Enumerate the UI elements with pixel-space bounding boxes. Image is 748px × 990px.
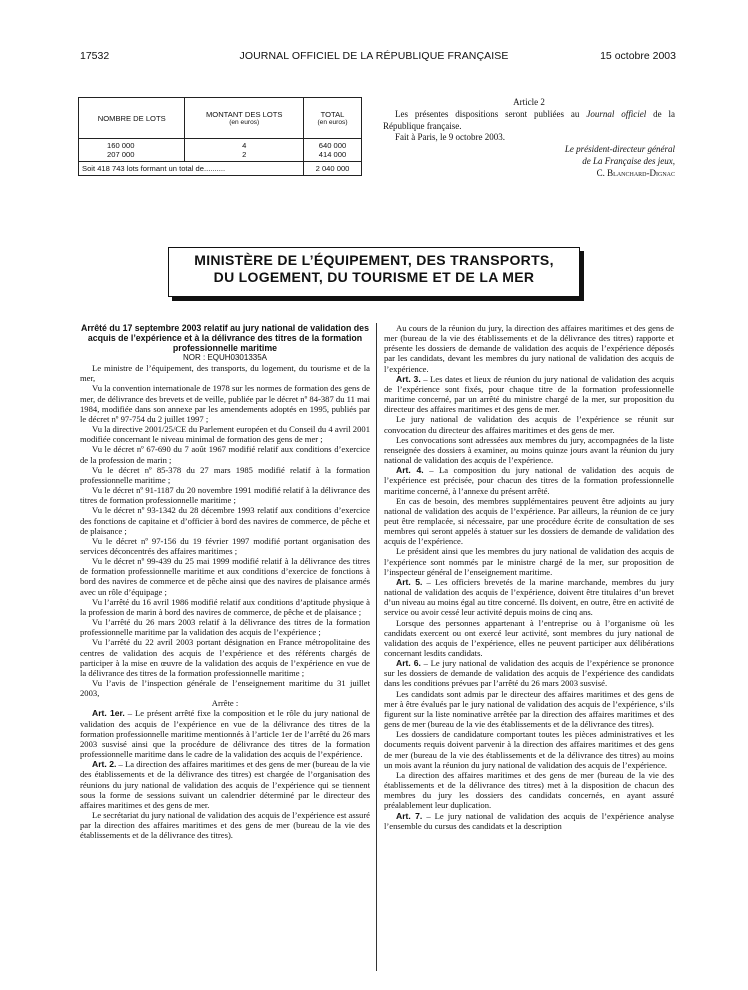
paragraph: Vu l’arrêté du 22 avril 2003 portant désignation en France métropolitaine des centres de validation des acquis de l’expérience et des référents chargés de participer à la mise en œuvre de la validation des acquis de l’expérience en vue de la délivrance des titres de la formation professionnelle maritime ;	[80, 637, 370, 678]
article-label: Art. 7.	[396, 810, 423, 821]
paragraph: La direction des affaires maritimes et des gens de mer (bureau de la vie des établissements et de la délivrance des titres) met à la disposition de chacun des membres du jury les dossiers des candidats concernés, en ayant assuré préalablement leur duplication.	[384, 769, 674, 811]
article-paragraph	[384, 658, 674, 688]
article-label: Art. 2.	[92, 759, 117, 770]
table-total-row	[79, 162, 362, 176]
article-label: Art. 5.	[396, 576, 423, 587]
left-articles	[80, 708, 370, 810]
right-articles	[384, 323, 674, 831]
paragraph: Vu le décret nº 85-378 du 27 mars 1985 modifié relatif à la formation professionnelle maritime ;	[80, 464, 370, 485]
article-2-heading: Article 2	[513, 97, 545, 107]
article-2	[383, 97, 675, 180]
paragraph: Le président ainsi que les membres du jury national de validation des acquis de l’expérience sont nommés par le ministre chargé de la mer, sur proposition de l’inspecteur général de l’enseignement maritime.	[384, 546, 674, 577]
paragraph: Vu la convention internationale de 1978 sur les normes de formation des gens de mer, de délivrance des brevets et de veille, publiée par le décret nº 84-387 du 11 mai 1984, modifiée dans son annexe par les amendements adoptés en 1995, publiés par le décret nº 97-754 du 2 juillet 1997 ;	[80, 383, 370, 424]
article-label: Art. 6.	[396, 658, 421, 669]
article-paragraph	[80, 708, 370, 759]
decree-title: Arrêté du 17 septembre 2003 relatif au jury national de validation des acquis de l’expérience et à la délivrance des titres de la formation professionnelle maritime	[81, 323, 369, 353]
lots-table	[78, 97, 362, 176]
article-text: – Le jury national de validation des acquis de l’expérience analyse l’ensemble du cursus des candidats et la description	[384, 810, 674, 831]
paragraph: Les convocations sont adressées aux membres du jury, accompagnées de la liste renseignée des dossiers à examiner, au moins quinze jours avant la réunion du jury national de validation des acquis de l’expérience.	[384, 434, 674, 466]
signatory-org: de La Française des jeux,	[582, 155, 675, 166]
table-cell: 160 000 207 000	[79, 139, 185, 162]
paragraph: Le ministre de l’équipement, des transports, du logement, du tourisme et de la mer,	[80, 363, 370, 384]
paragraph: Vu le décret nº 93-1342 du 28 décembre 1993 relatif aux conditions d’exercice des fonctions de capitaine et d’officier à bord des navires de commerce, de pêche et de plaisance ;	[80, 505, 370, 536]
paragraph: Vu le décret nº 97-156 du 19 février 1997 modifié portant organisation des services déconcentrés des affaires maritimes ;	[80, 535, 370, 556]
paragraph: Vu l’avis de l’inspection générale de l’enseignement maritime du 31 juillet 2003,	[80, 678, 370, 699]
col-header-nombre: NOMBRE DE LOTS	[79, 98, 185, 139]
paragraph: Le secrétariat du jury national de validation des acquis de l’expérience est assuré par la direction des affaires maritimes et des gens de mer (bureau de la vie des établissements et de la délivrance des titres).	[80, 810, 370, 841]
paragraph: Les candidats sont admis par le directeur des affaires maritimes et des gens de mer à être évalués par le jury national de validation des acquis de l’expérience, s’ils figurent sur la liste nominative arrêtée par la direction des affaires maritimes et des gens de mer (bureau de la vie des établissements et de la délivrance des titres).	[384, 688, 674, 730]
article-text: – La direction des affaires maritimes et des gens de mer (bureau de la vie des établissements et de la délivrance des titres) est chargée de l’organisation des réunions du jury national de validation des acquis de l’expérience qui se tiennent sous la forme de sessions suivant un calendrier déterminé par le directeur des affaires maritimes et des gens de mer.	[80, 759, 371, 810]
left-column	[80, 323, 370, 841]
paragraph: Vu le décret nº 67-690 du 7 août 1967 modifié relatif aux conditions d’exercice de la profession de marin ;	[80, 444, 370, 465]
article-label: Art. 1er.	[92, 708, 125, 719]
article-text: – Le jury national de validation des acquis de l’expérience se prononce sur les dossiers de demande de validation des acquis de l’expérience des candidats dans les conditions prévues par l’arrêté du 26 mars 2003 susvisé.	[384, 658, 674, 689]
paragraph: Les dossiers de candidature comportant toutes les pièces administratives et les documents requis doivent parvenir à la direction des affaires maritimes et des gens de mer (bureau de la vie des établissements et de la délivrance des titres) au moins un mois avant la réunion du jury national de validation des acquis de l’expérience.	[384, 729, 674, 770]
paragraph: Vu l’arrêté du 26 mars 2003 relatif à la délivrance des titres de la formation professionnelle maritime par la validation des acquis de l’expérience ;	[80, 617, 370, 638]
lots-table-header	[79, 98, 362, 139]
column-divider	[376, 323, 377, 971]
article-label: Art. 3.	[396, 373, 421, 384]
paragraph: Le jury national de validation des acquis de l’expérience se réunit sur convocation du directeur des affaires maritimes et des gens de mer.	[384, 414, 674, 435]
paragraph: Vu le décret nº 91-1187 du 20 novembre 1991 modifié relatif à la délivrance des titres de formation professionnelle maritime ;	[80, 485, 370, 506]
article-2-text: Les présentes dispositions seront publiées au Journal officiel de la République française.	[383, 108, 675, 131]
paragraph: Lorsque des personnes appartenant à l’entreprise ou à l’organisme où les candidats exercent ou ont exercé leur activité, sont membres du jury national de validation des acquis de l’expérience, elles ne peuvent participer aux délibérations concernant lesdits candidats.	[384, 617, 674, 658]
table-row	[79, 139, 362, 162]
signatory-name: C. Blanchard-Dignac	[596, 167, 675, 178]
col-header-total: TOTAL (en euros)	[304, 98, 362, 139]
article-paragraph	[80, 759, 370, 810]
article-text: – Les officiers brevetés de la marine marchande, membres du jury national de validation des acquis de l’expérience, doivent être titulaires d’un brevet d’un niveau au moins égal au titre concerné. Ils doivent, en outre, être en activité de service ou avoir cessé leur activité depuis moins de cinq ans.	[384, 576, 674, 618]
ministry-banner: MINISTÈRE DE L’ÉQUIPEMENT, DES TRANSPORTS, DU LOGEMENT, DU TOURISME ET DE LA MER	[168, 247, 580, 297]
paragraph: Au cours de la réunion du jury, la direction des affaires maritimes et des gens de mer (bureau de la vie des établissements et de la délivrance des titres) rapporte et présente les dossiers de demande de validation des acquis de l’expérience déposés par les candidats, devant les membres du jury national de validation des acquis de l’expérience.	[384, 323, 674, 374]
paragraph: Vu la directive 2001/25/CE du Parlement européen et du Conseil du 4 avril 2001 modifiée concernant le niveau minimal de formation des gens de mer ;	[80, 424, 370, 445]
table-cell: 4 2	[185, 139, 304, 162]
article-label: Art. 4.	[396, 465, 424, 476]
total-label: Soit 418 743 lots formant un total de..........	[79, 162, 304, 176]
article-text: – Les dates et lieux de réunion du jury national de validation des acquis de l’expérience sont fixés, pour chaque titre de la formation professionnelle maritime concerné, par un arrêté du ministre chargé de la mer, sur proposition du directeur des affaires maritimes et des gens de mer.	[384, 373, 674, 415]
issue-date: 15 octobre 2003	[600, 50, 676, 62]
signatory-title: Le président-directeur général	[564, 144, 675, 155]
visa-paragraphs	[80, 363, 370, 698]
table-cell: 640 000 414 000	[304, 139, 362, 162]
paragraph: Vu l’arrêté du 16 avril 1986 modifié relatif aux conditions d’aptitude physique à la profession de marin à bord des navires de commerce, de pêche et de plaisance ;	[80, 596, 370, 617]
total-value: 2 040 000	[304, 162, 362, 176]
nor-reference: NOR : EQUH0301335A	[182, 353, 268, 362]
article-paragraph	[384, 577, 674, 618]
arrete-heading: Arrête :	[211, 698, 239, 709]
article-paragraph	[384, 374, 674, 415]
journal-title: JOURNAL OFFICIEL DE LA RÉPUBLIQUE FRANÇAISE	[239, 50, 509, 62]
article-text: – Le présent arrêté fixe la composition et le rôle du jury national de validation des acquis de l’expérience en vue de la délivrance des titres de la formation professionnelle maritime mentionnés à l’article 1er de l’arrêté du 26 mars 2003 susvisé ainsi que la procédure de délivrance des titres de la formation professionnelle maritime dans le cadre de la validation des acquis de l’expérience.	[80, 708, 370, 760]
article-paragraph	[384, 811, 674, 831]
paragraph: En cas de besoin, des membres supplémentaires peuvent être adjoints au jury national de validation des acquis de l’expérience. Par ailleurs, la réunion de ce jury peut être remplacée, si nécessaire, par une procédure écrite de consultation de ses membres qui seront appelés à statuer sur les dossiers de demande de validation des acquis de l’expérience.	[384, 495, 674, 547]
right-column	[384, 323, 674, 831]
col-header-montant: MONTANT DES LOTS (en euros)	[185, 98, 304, 139]
article-text: – La composition du jury national de validation des acquis de l’expérience est précisée, pour chacun des titres de la formation professionnelle maritime concerné, à l’annexe du présent arrêté.	[384, 465, 675, 496]
paragraph: Vu le décret nº 99-439 du 25 mai 1999 modifié relatif à la délivrance des titres de formation professionnelle maritime et aux conditions d’exercice de fonctions à bord des navires de commerce et de pêche ainsi que des navires de plaisance armés avec un rôle d’équipage ;	[80, 556, 370, 597]
article-paragraph	[384, 465, 674, 495]
page-number: 17532	[80, 50, 110, 62]
signature-place-date: Fait à Paris, le 9 octobre 2003.	[395, 132, 505, 143]
